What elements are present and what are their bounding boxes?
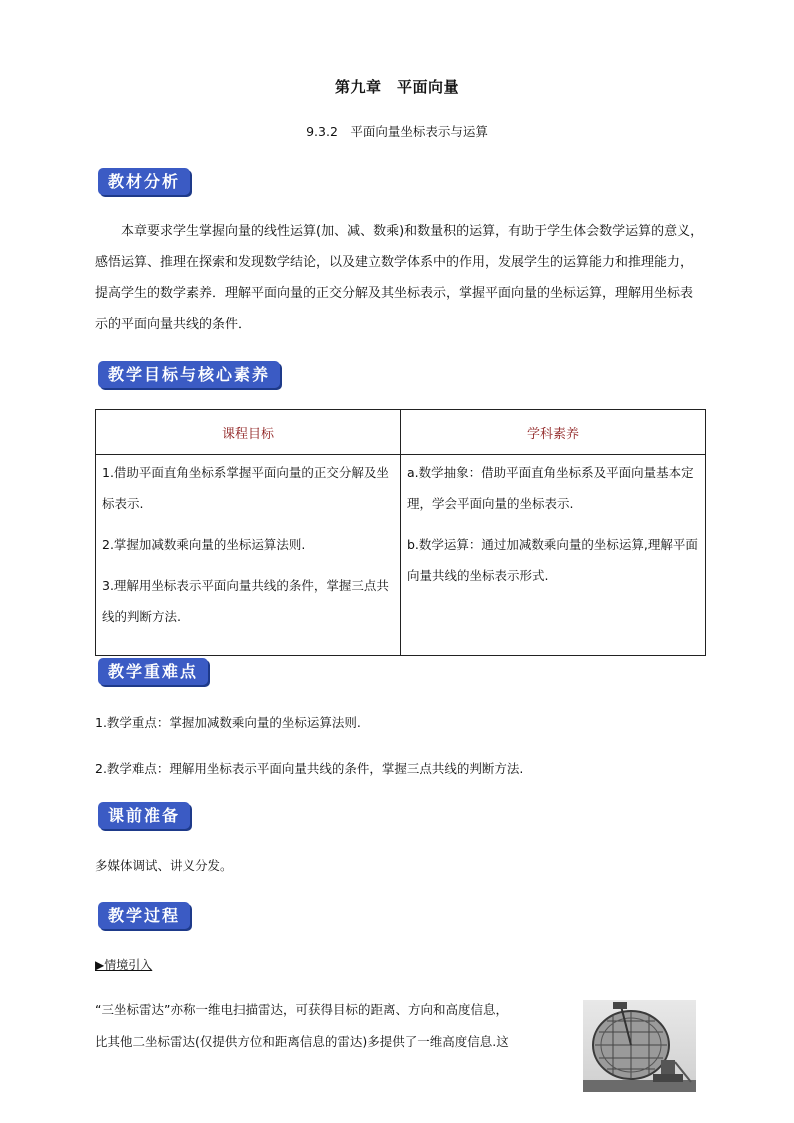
scenario-subheading: ▶情境引入 (95, 958, 153, 972)
literacy-cell (401, 455, 706, 656)
keypoints-banner: 教学重难点 (98, 658, 208, 685)
literacy-item: a.数学抽象：借助平面直角坐标系及平面向量基本定理，学会平面向量的坐标表示. (407, 465, 694, 511)
prep-banner: 课前准备 (98, 802, 190, 829)
literacy-item: b.数学运算：通过加减数乘向量的坐标运算,理解平面向量共线的坐标表示形式. (407, 537, 698, 583)
analysis-banner: 教材分析 (98, 168, 190, 195)
goals-col-header-literacy: 学科素养 (401, 410, 706, 455)
course-goal-item: 1.借助平面直角坐标系掌握平面向量的正交分解及坐标表示. (102, 465, 389, 511)
section-title: 9.3.2 平面向量坐标表示与运算 (306, 124, 488, 139)
difficult-point: 2.教学难点：理解用坐标表示平面向量共线的条件，掌握三点共线的判断方法. (95, 761, 524, 776)
process-text-line: 比其他二坐标雷达(仅提供方位和距离信息的雷达)多提供了一维高度信息.这 (95, 1034, 509, 1049)
course-goal-item: 2.掌握加减数乘向量的坐标运算法则. (102, 537, 306, 552)
prep-text: 多媒体调试、讲义分发。 (95, 858, 233, 873)
process-text-line: “三坐标雷达”亦称一维电扫描雷达，可获得目标的距离、方向和高度信息， (95, 1002, 508, 1017)
course-goal-item: 3.理解用坐标表示平面向量共线的条件，掌握三点共线的判断方法. (102, 578, 389, 624)
analysis-text: 本章要求学生掌握向量的线性运算(加、减、数乘)和数量积的运算，有助于学生体会数学运算的意义，感悟运算、推理在探索和发现数学结论，以及建立数学体系中的作用，发展学生的运算能力和推理能力，提高学生的数学素养．理解平面向量的正交分解及其坐标表示，掌握平面向量的坐标运算，理解用坐标表示的平面向量共线的条件． (95, 224, 704, 332)
chapter-title: 第九章 平面向量 (334, 78, 459, 96)
radar-dish-photo (583, 1000, 696, 1092)
goals-col-header-course: 课程目标 (96, 410, 401, 455)
goals-banner: 教学目标与核心素养 (98, 361, 280, 388)
process-banner: 教学过程 (98, 902, 190, 929)
goals-table (95, 409, 706, 656)
course-goals-cell (96, 455, 401, 656)
key-point: 1.教学重点：掌握加减数乘向量的坐标运算法则. (95, 715, 361, 730)
